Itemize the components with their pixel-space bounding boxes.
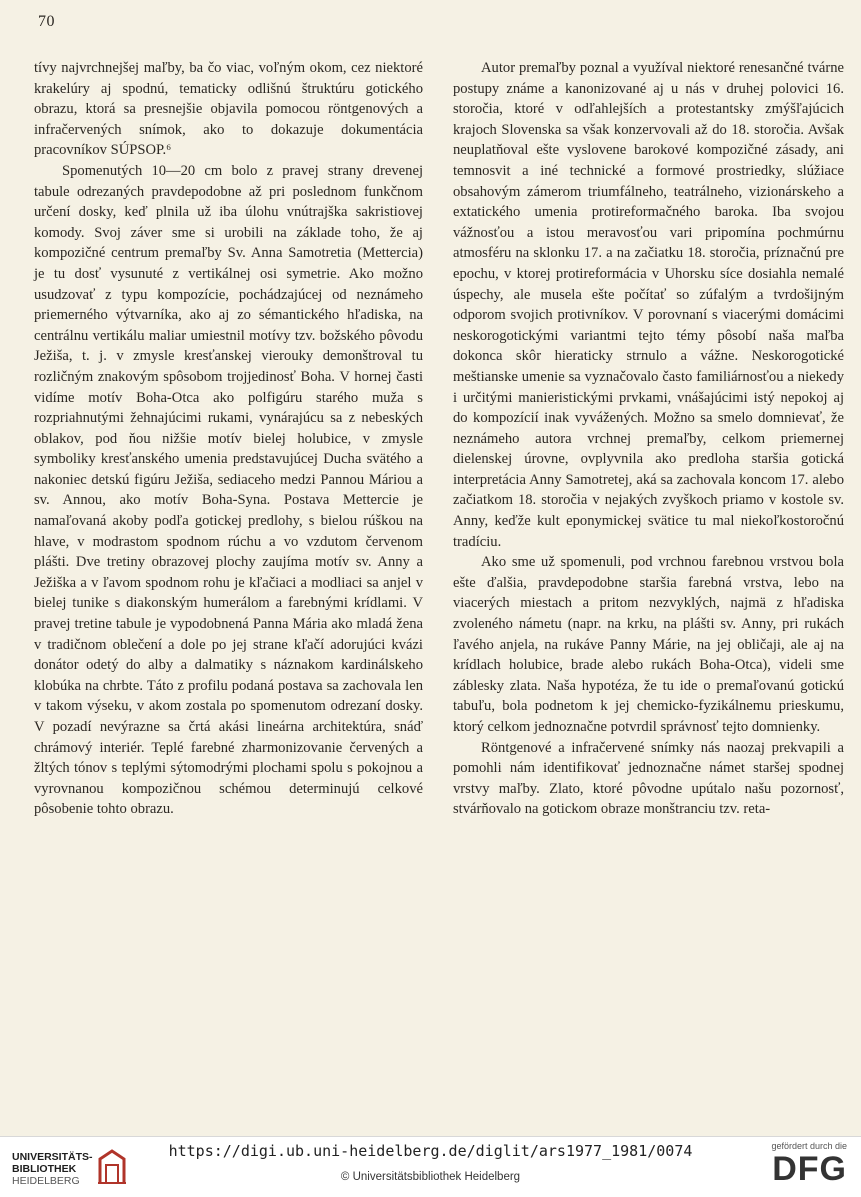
viewer-footer [0, 1136, 861, 1197]
paragraph: tívy najvrchnejšej maľby, ba čo viac, voľným okom, cez niektoré krakelúry aj spodnú, tematicky odlišnú štruktúru gotického obrazu, ktorá sa presnejšie objavila pomocou röntgenových a infračervených snímok, ako to dokazuje dokumentácia pracovníkov SÚPSOP.⁶ [34, 60, 423, 159]
library-name-line: UNIVERSITÄTS- [12, 1151, 93, 1163]
copyright-notice: © Universitätsbibliothek Heidelberg [340, 1171, 521, 1183]
paragraph: Spomenutých 10—20 cm bolo z pravej strany drevenej tabule odrezaných pravdepodobne až pri poslednom funkčnom určení dosky, keď plnila už iba úlohu vnútrajška sakristiovej komody. Svoj záver sme si urobili na základe toho, že aj kompozičné centrum premaľby Sv. Anna Samotretia (Mettercia) je tu dosť vysunuté z vertikálnej osi symetrie. Ako možno usudzovať z typu kompozície, pochádzajúcej od neznámeho priemerného výtvarníka, ako aj zo sémantického hľadiska, na centrálnu vertikálu maliar umiestnil motívy tzv. božského pôvodu Ježiša, t. j. v zmysle kresťanskej vierouky demonštroval tu rozličným znakovým spôsobom trojjedinosť Boha. V hornej časti vidíme motív Boha-Otca ako polfigúru starého muža s rozpriahnutými žehnajúcimi rukami, vynárajúcu sa z nebeských oblakov, pod ňou nižšie motív bielej holubice, v zmysle symboliky kresťanského umenia predstavujúcej Ducha svätého a nakoniec detskú figúru Ježiša, sediaceho medzi Pannou Máriou a sv. Annou, ako motív Boha-Syna. Postava Mettercie je namaľovaná akoby podľa gotickej predlohy, s bielou rúškou na hlave, v modrastom spodnom rúchu a vo vzdutom červenom plášti. Dve tretiny obrazovej plochy zaujíma motív sv. Anny a Ježiška a v ľavom spodnom rohu je kľačiaci a modliaci sa anjel v bielej tunike s diakonským humerálom a farebnými krídlami. V pravej tretine tabule je vypodobnená Panna Mária ako mladá žena v tradičnom oblečení a dole po jej strane kľačí adorujúci kvázi donátor odetý do alby a dalmatiky s náznakom kardinálskeho klobúka na chrbte. Táto z profilu podaná postava sa zachovala len v takom výseku, v akom zostala po spomenutom odrezaní dosky. V pozadí nevýrazne sa črtá akási lineárna architektúra, snáď chrámový interiér. Teplé farebné zharmonizovanie červených a žltých tónov s teplými sýtomodrými plochami spolu s pokojnou a vyrovnanou kompozičnou schémou determinujú celkové pôsobenie tohto obrazu. [34, 162, 423, 818]
paragraph: Röntgenové a infračervené snímky nás naozaj prekvapili a pomohli nám identifikovať jednoznačne námet staršej spodnej vrstvy maľby. Zlato, ktoré pôvodne upútalo našu pozornosť, stvárňovalo na gotickom obraze monštranciu tzv. reta- [453, 739, 844, 818]
paragraph: Autor premaľby poznal a využíval niektoré renesančné tvárne postupy známe a kanonizované aj u nás v druhej polovici 16. storočia, ktoré v odľahlejších a protestantsky zmýšľajúcich krajoch Slovenska sa však konzervovali až do 18. storočia. Avšak neuplatňoval ešte vyslovene barokové kompozičné zásady, ani temnosvit a iné technické a formové prostriedky, slúžiace obsahovým zámerom triumfálneho, teatrálneho, vizionárskeho a extatického umenia protireformačného baroka. Iba svojou vážnosťou a istou meravosťou vari pripomína pochmúrnu atmosféru na sklonku 17. a na začiatku 18. storočia, príznačnú pre epochu, v ktorej protireformácia v Uhorsku síce dosiahla nemalé úspechy, ale musela ešte počítať so zúfalým a tvrdošijným odporom svojich protivníkov. V porovnaní s viacerými domácimi neskorogotickými variantmi tejto témy pôsobí naša maľba dokonca skôr hieraticky strnulo a vážne. Neskorogotické meštianske umenie sa vyznačovalo často familiárnosťou a niekedy i určitými manieristickými prvkami, vnášajúcimi istý nepokoj aj do kompozícií inak vyvážených. Možno sa smelo domnievať, že neznámeho autora vrchnej premaľby, celkom priemernej dielenskej úrovne, ovplyvnila ako predloha staršia gotická interpretácia Anny Samotretej, aká sa zachovala koncom 17. alebo začiatkom 18. storočia v nejakých zvyškoch priamo v kostole sv. Anny, keďže kult eponymickej svätice tu mal niekoľkostoročnú tradíciu. [453, 60, 844, 550]
dfg-logo-text: DFG [772, 1150, 847, 1188]
permalink-url[interactable]: https://digi.ub.uni-heidelberg.de/diglit/ars1977_1981/0074 [168, 1142, 693, 1160]
library-name-line: HEIDELBERG [12, 1175, 80, 1187]
paragraph: Ako sme už spomenuli, pod vrchnou farebnou vrstvou bola ešte ďalšia, pravdepodobne staršia farebná vrstva, lebo na viacerých miestach a pritom nezvyklých, najmä z hľadiska zvoleného námetu (napr. na krku, na plášti sv. Anny, pri rukách ľavého anjela, na rukáve Panny Márie, na jej obličaji, ale aj na krídlach holubice, brade alebo rukách Boha-Otca), videli sme záblesky zlata. Naša hypotéza, že tu ide o premaľovanú gotickú tabuľu, bola podnetom k jej chemicko-fyzikálnemu prieskumu, ktorý celkom jednoznačne potvrdil správnosť tejto domnienky. [453, 554, 844, 735]
right-column [453, 58, 844, 820]
funding-note: gefördert durch die [771, 1141, 847, 1151]
dfg-funding-logo[interactable] [737, 1141, 847, 1191]
page-number: 70 [38, 13, 55, 30]
library-name-line: BIBLIOTHEK [12, 1163, 77, 1175]
left-column [34, 58, 423, 820]
